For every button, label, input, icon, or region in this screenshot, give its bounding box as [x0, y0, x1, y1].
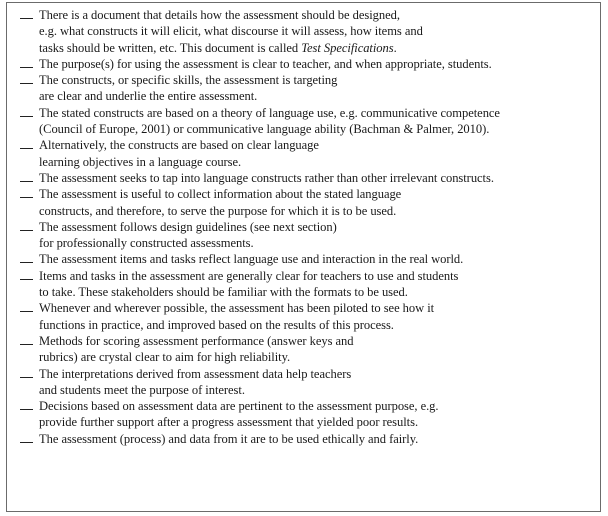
checklist-item-text: [39, 88, 594, 104]
checkbox-blank-line[interactable]: [20, 67, 33, 68]
checkbox-blank-line[interactable]: [20, 197, 33, 198]
checklist-item: [20, 56, 594, 72]
checklist-item: [20, 398, 594, 431]
checkbox-blank-line[interactable]: [20, 148, 33, 149]
checklist-item-text-span: Items and tasks in the assessment are generally clear for teachers to use and students: [39, 268, 459, 283]
checkbox-blank-line[interactable]: [20, 344, 33, 345]
checklist-item: [20, 219, 594, 252]
checklist-item-text-span: constructs, and therefore, to serve the purpose for which it is to be used.: [39, 203, 397, 218]
checklist-item-text: [39, 105, 594, 121]
checklist-item-text: [39, 219, 594, 235]
checklist-item-text-span: and students meet the purpose of interest.: [39, 382, 245, 397]
checklist-item-text: [39, 121, 594, 137]
checkbox-blank-line[interactable]: [20, 279, 33, 280]
checklist-item-text: [39, 268, 594, 284]
checklist-item-text-span: to take. These stakeholders should be familiar with the formats to be used.: [39, 285, 408, 300]
checklist-item-text-span: The assessment seeks to tap into language constructs rather than other irrelevant constructs.: [39, 170, 494, 185]
checklist-item-text-span: The interpretations derived from assessment data help teachers: [39, 366, 352, 381]
checklist-item-text-span: There is a document that details how the assessment should be designed,: [39, 8, 400, 22]
checklist-frame: [6, 2, 601, 512]
checklist-item-text-span: Methods for scoring assessment performance (answer keys and: [39, 333, 354, 348]
checklist-item-text-span: The assessment items and tasks reflect language use and interaction in the real world.: [39, 252, 464, 267]
checklist-item-text-span: for professionally constructed assessments.: [39, 236, 254, 251]
checklist-item-text-span: rubrics) are crystal clear to aim for high reliability.: [39, 350, 291, 365]
checklist-item-text-span: are clear and underlie the entire assessment.: [39, 89, 258, 104]
checklist-item-text: [39, 154, 594, 170]
checklist-item-text-span: The assessment is useful to collect information about the stated language: [39, 187, 402, 202]
checklist-item-text-span: Alternatively, the constructs are based on clear language: [39, 138, 319, 153]
checklist-item-text-span: learning objectives in a language course.: [39, 154, 242, 169]
checklist-item-text-span: Whenever and wherever possible, the assessment has been piloted to see how it: [39, 301, 435, 316]
checklist-item-text: [39, 235, 594, 251]
checklist-item-text: [39, 317, 594, 333]
checklist-item-text: [39, 170, 594, 186]
checklist-item: [20, 431, 594, 447]
checklist-item-text-span: The purpose(s) for using the assessment is clear to teacher, and when appropriate, students.: [39, 56, 492, 71]
checklist-item-text: [39, 366, 594, 382]
checkbox-blank-line[interactable]: [20, 377, 33, 378]
checklist-item: [20, 300, 594, 333]
checklist-item-text: [39, 186, 594, 202]
checklist-item-text: [39, 72, 594, 88]
checklist-item: [20, 137, 594, 170]
checkbox-blank-line[interactable]: [20, 18, 33, 19]
checklist-item-emphasis: Test Specifications: [301, 40, 394, 55]
checklist-item-text-span: .: [393, 40, 397, 55]
checklist-item-text-span: provide further support after a progress assessment that yielded poor results.: [39, 415, 419, 430]
checklist-item-text: [39, 398, 594, 414]
checklist: [20, 7, 594, 447]
checkbox-blank-line[interactable]: [20, 83, 33, 84]
checklist-item-text: [39, 382, 594, 398]
checklist-item-text: [39, 349, 594, 365]
checklist-item: [20, 170, 594, 186]
checklist-item-text: [39, 40, 594, 56]
checklist-item-text: [39, 300, 594, 316]
checklist-item-text: [39, 137, 594, 153]
checklist-item: [20, 72, 594, 105]
checklist-item-text: [39, 56, 594, 72]
checklist-item: [20, 251, 594, 267]
checklist-item-text-span: The assessment (process) and data from it are to be used ethically and fairly.: [39, 431, 419, 446]
checklist-item-text-span: functions in practice, and improved based on the results of this process.: [39, 317, 394, 332]
checklist-item: [20, 186, 594, 219]
checklist-item-text: [39, 414, 594, 430]
checklist-item-text-span: The stated constructs are based on a theory of language use, e.g. communicative competence: [39, 105, 500, 120]
checkbox-blank-line[interactable]: [20, 230, 33, 231]
checklist-item: [20, 105, 594, 138]
checkbox-blank-line[interactable]: [20, 262, 33, 263]
checklist-item-text: [39, 203, 594, 219]
checklist-item-text: [39, 23, 594, 39]
checkbox-blank-line[interactable]: [20, 442, 33, 443]
checklist-item: [20, 366, 594, 399]
checklist-item: [20, 333, 594, 366]
checklist-item-text-span: tasks should be written, etc. This document is called: [39, 40, 302, 55]
checklist-item-text: [39, 333, 594, 349]
checkbox-blank-line[interactable]: [20, 181, 33, 182]
checklist-item-text-span: The assessment follows design guidelines (see next section): [39, 219, 337, 234]
checklist-item: [20, 268, 594, 301]
checkbox-blank-line[interactable]: [20, 311, 33, 312]
checklist-item-text-span: e.g. what constructs it will elicit, what discourse it will assess, how items and: [39, 24, 423, 39]
checklist-item-text: [39, 251, 594, 267]
checklist-item: [20, 7, 594, 56]
checklist-item-text: [39, 431, 594, 447]
checkbox-blank-line[interactable]: [20, 409, 33, 410]
checklist-item-text-span: (Council of Europe, 2001) or communicative language ability (Bachman & Palmer, 2010).: [39, 122, 490, 137]
checklist-item-text: [39, 284, 594, 300]
checklist-item-text: [39, 7, 594, 23]
checkbox-blank-line[interactable]: [20, 116, 33, 117]
checklist-item-text-span: The constructs, or specific skills, the assessment is targeting: [39, 73, 338, 88]
checklist-item-text-span: Decisions based on assessment data are pertinent to the assessment purpose, e.g.: [39, 399, 439, 414]
